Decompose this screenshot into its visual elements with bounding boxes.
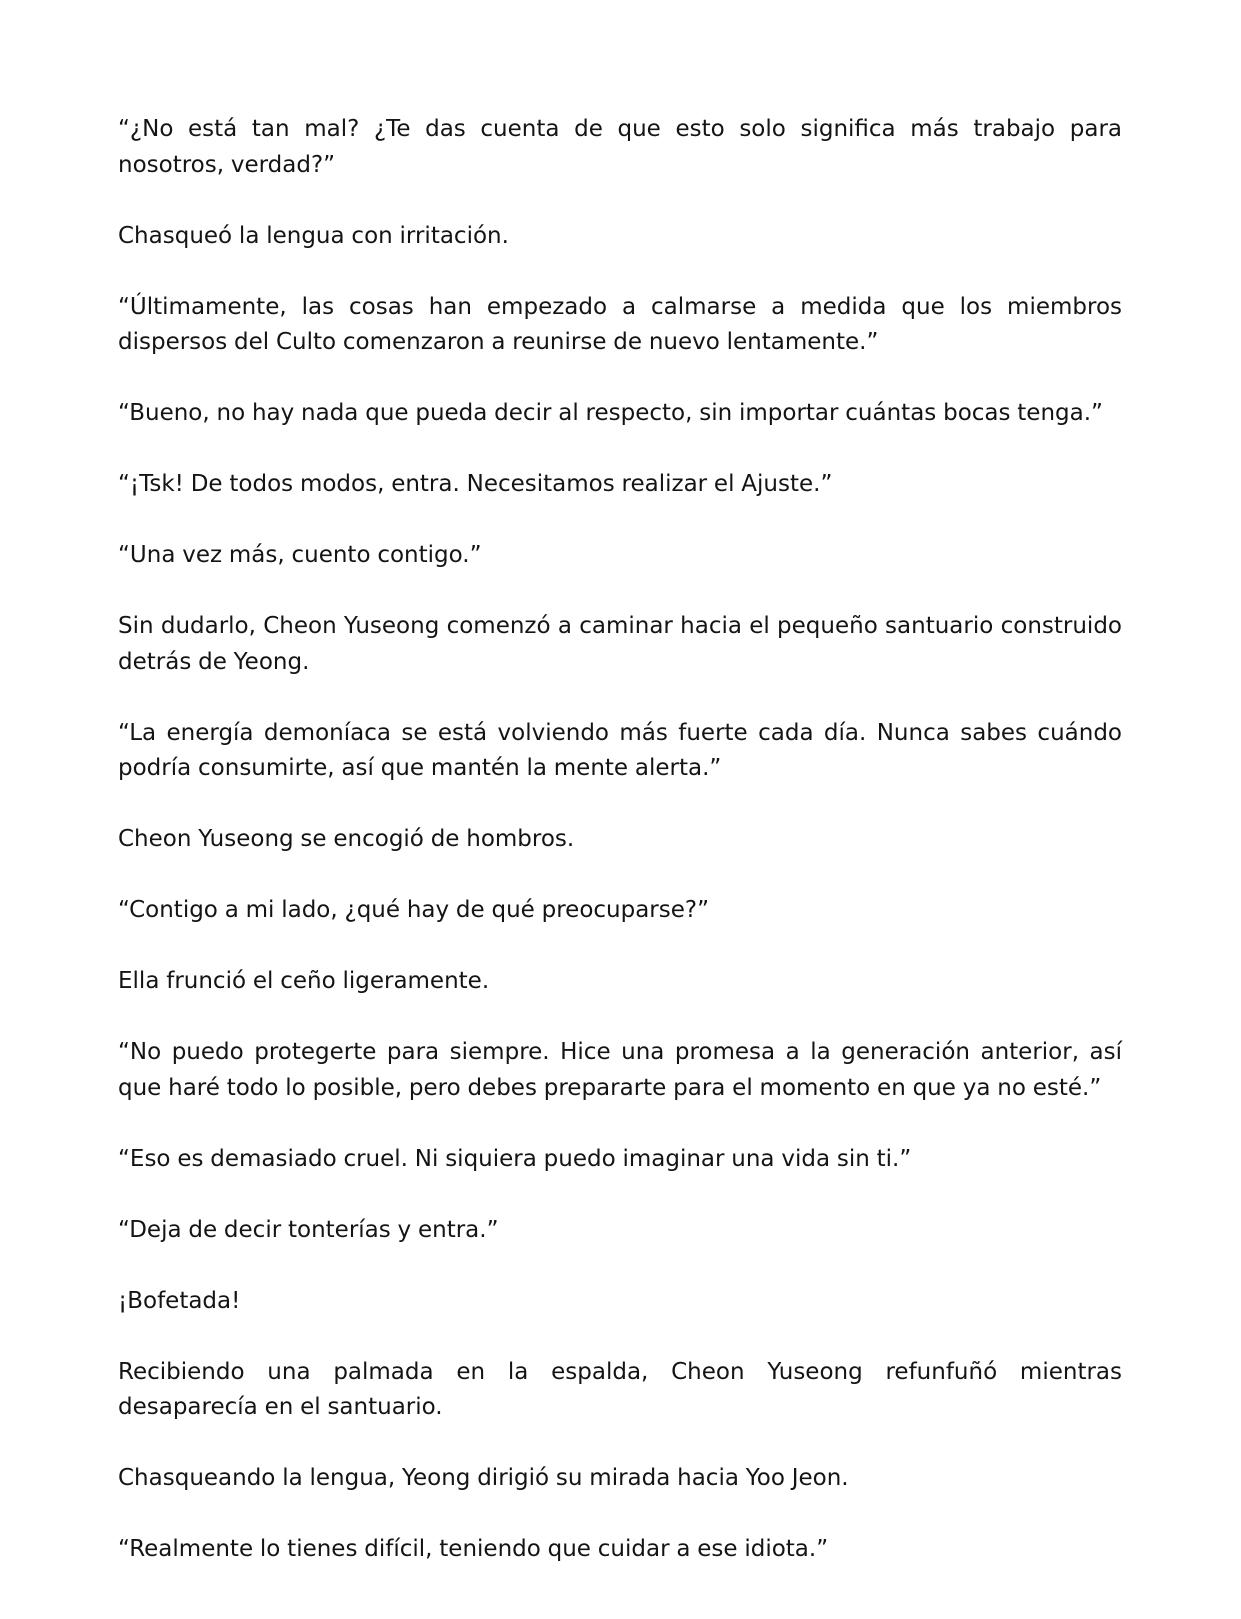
paragraph: Chasqueando la lengua, Yeong dirigió su mirada hacia Yoo Jeon.: [118, 1465, 849, 1491]
paragraph: Cheon Yuseong se encogió de hombros.: [118, 826, 575, 852]
paragraph: “Últimamente, las cosas han empezado a calmarse a medida que los miembros dispersos del Culto comenzaron a reunirse de nuevo lentamente.”: [118, 293, 1122, 355]
paragraph: Recibiendo una palmada en la espalda, Cheon Yuseong refunfuñó mientras desaparecía en el santuario.: [118, 1358, 1122, 1420]
paragraph: “La energía demoníaca se está volviendo más fuerte cada día. Nunca sabes cuándo podría consumirte, así que mantén la mente alerta.”: [118, 719, 1122, 781]
paragraph: Sin dudarlo, Cheon Yuseong comenzó a caminar hacia el pequeño santuario construido detrás de Yeong.: [118, 613, 1122, 675]
paragraph: Ella frunció el ceño ligeramente.: [118, 968, 490, 994]
body-text: [118, 112, 1122, 1603]
paragraph: ¡Bofetada!: [118, 1287, 241, 1314]
paragraph: “Contigo a mi lado, ¿qué hay de qué preocuparse?”: [118, 897, 710, 923]
paragraph: “¿No está tan mal? ¿Te das cuenta de que esto solo significa más trabajo para nosotros, verdad?”: [118, 116, 1122, 178]
paragraph: “Eso es demasiado cruel. Ni siquiera puedo imaginar una vida sin ti.”: [118, 1145, 912, 1172]
paragraph: “Bueno, no hay nada que pueda decir al respecto, sin importar cuántas bocas tenga.”: [118, 400, 1103, 426]
paragraph: “Una vez más, cuento contigo.”: [118, 542, 482, 568]
paragraph: Chasqueó la lengua con irritación.: [118, 222, 509, 249]
paragraph: “Realmente lo tienes difícil, teniendo que cuidar a ese idiota.”: [118, 1536, 829, 1562]
paragraph: “No puedo protegerte para siempre. Hice una promesa a la generación anterior, así que haré todo lo posible, pero debes prepararte para el momento en que ya no esté.”: [118, 1039, 1122, 1101]
paragraph: “¡Tsk! De todos modos, entra. Necesitamos realizar el Ajuste.”: [118, 471, 833, 497]
paragraph: “Deja de decir tonterías y entra.”: [118, 1216, 499, 1243]
